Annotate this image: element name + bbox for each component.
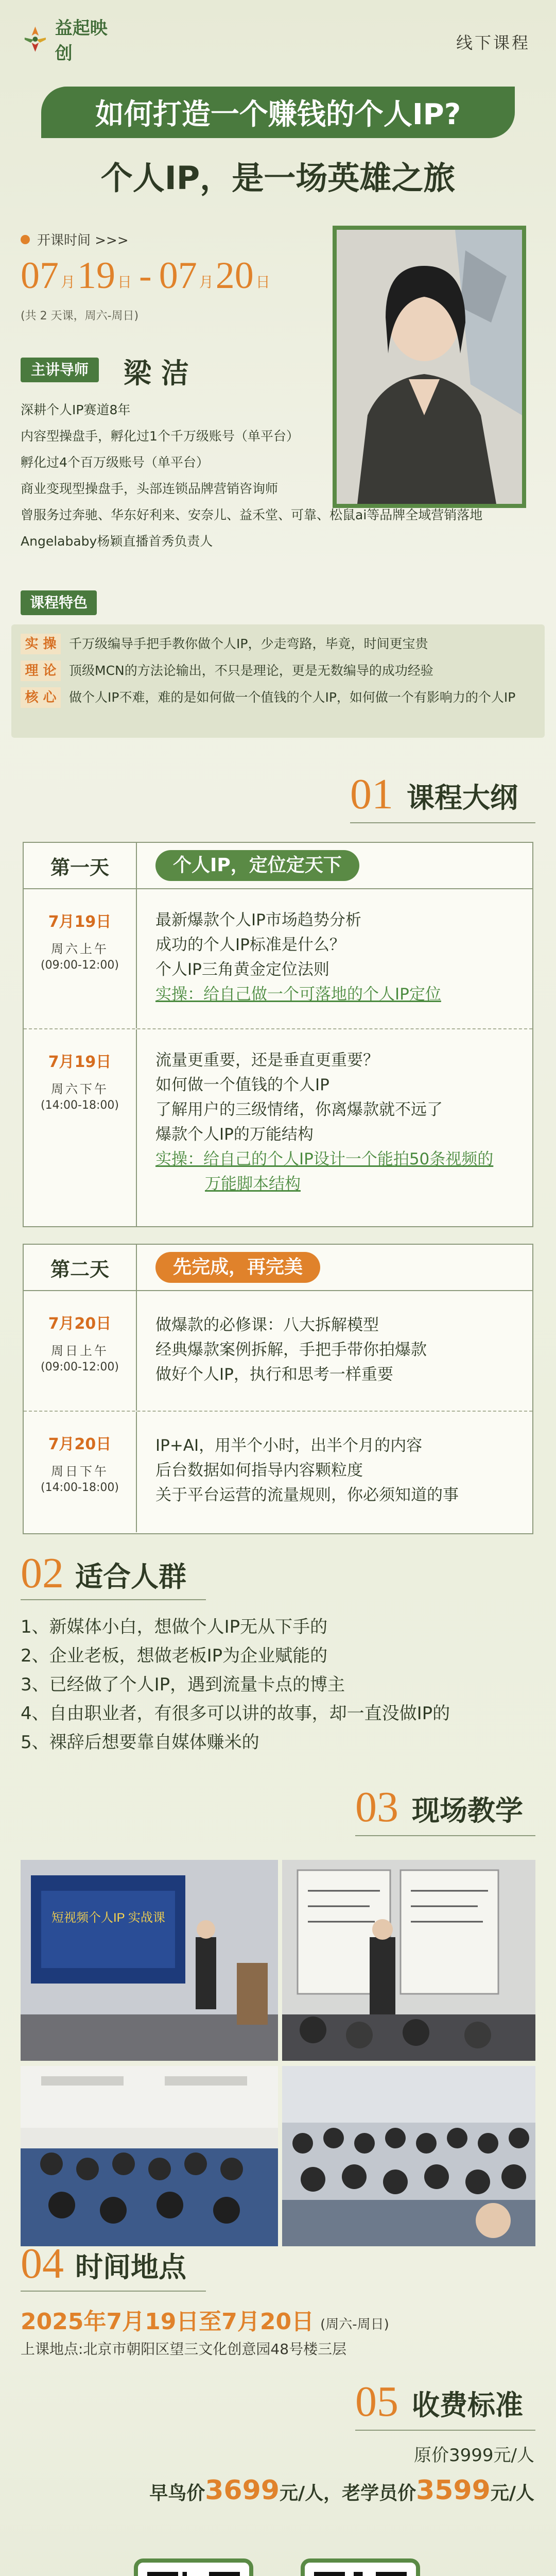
section-number: 03 [355,1783,398,1831]
section-title: 课程大纲 [407,782,518,814]
session-line: 了解用户的三级情绪，你离爆款就不远了 [155,1100,443,1119]
session-line: IP+AI，用半个小时，出半个月的内容 [155,1436,423,1455]
heading-divider [350,822,535,823]
section-number: 01 [350,770,393,818]
audience-list [21,1613,450,1757]
heading-divider [355,1835,535,1836]
course-duration: (共 2 天课，周六-周日) [21,310,139,323]
feature-tag: 实 操 [21,634,61,654]
day-one-card [23,842,533,1227]
practice-line: 实操：给自己的个人IP设计一个能拍50条视频的 [155,1150,494,1168]
signup-qr-code[interactable] [134,2558,253,2576]
section-number: 05 [355,2378,398,2426]
event-dates-row [21,2303,389,2336]
hero-subtitle: 个人IP，是一场英雄之旅 [100,159,456,197]
brand-logo-icon [21,24,50,54]
price-unit: 元/人 [490,2483,534,2504]
feature-text: 千万级编导手把手教你做个人IP，少走弯路，毕竟，时间更宝贵 [69,636,428,651]
audience-item: 2、企业老板，想做老板IP为企业赋能的 [21,1646,328,1666]
session-period: 周日上午 [51,1344,109,1358]
session-line: 后台数据如何指导内容颗粒度 [155,1461,363,1480]
day-theme: 个人IP，定位定天下 [155,850,359,881]
bio-line: 商业变现型操盘手，头部连锁品牌营销咨询师 [21,481,279,496]
session-line: 成功的个人IP标准是什么？ [155,936,345,954]
audience-item: 4、自由职业者，有很多可以讲的故事，却一直没做IP的 [21,1703,450,1724]
session-line: 如何做一个值钱的个人IP [155,1076,329,1094]
dot-icon [21,235,30,244]
event-days-note: (周六-周日) [320,2317,389,2332]
session-line: 关于平台运营的流量规则，你必须知道的事 [155,1486,459,1504]
outline-heading [350,770,518,818]
section-number: 04 [21,2240,64,2287]
heading-divider [21,2291,206,2292]
bio-line: Angelababy杨颖直播首秀负责人 [21,534,213,549]
session-day: 7月20日 [48,1315,112,1333]
teacher-label: 主讲导师 [21,358,99,382]
start-month: 07 [21,255,59,297]
day-header [24,1245,532,1291]
feature-tag: 理 论 [21,660,61,681]
bio-line: 内容型操盘手，孵化过1个千万级账号（单平台） [21,429,299,444]
day-header [24,843,532,889]
day-unit: 日 [117,275,132,291]
session-line: 经典爆款案例拆解，手把手带你拍爆款 [155,1341,427,1359]
hero-title-banner [41,87,515,138]
session-row [24,889,532,1028]
section-title: 时间地点 [75,2251,186,2283]
session-time: (09:00-12:00) [41,1361,119,1374]
day-unit: 日 [255,275,270,291]
start-time-label-row [21,230,129,249]
feature-text: 顶级MCN的方法论输出，不只是理论，更是无数编导的成功经验 [69,663,433,678]
course-dates [21,257,270,295]
day-theme: 先完成，再完美 [155,1252,320,1283]
audience-heading [21,1549,186,1597]
start-time-label: 开课时间 >>> [37,233,129,248]
feature-text: 做个人IP不难，难的是如何做一个值钱的个人IP，如何做一个有影响力的个人IP [69,690,516,705]
event-dates: 2025年7月19日至7月20日 [21,2309,315,2335]
session-line: 流量更重要，还是垂直更重要？ [155,1051,379,1070]
session-period: 周日下午 [51,1464,109,1479]
session-date [24,1291,137,1411]
session-time: (09:00-12:00) [41,959,119,972]
session-date [24,1412,137,1532]
session-content [155,908,522,1007]
classroom-photo-stage-image [21,1860,278,2061]
feature-row [21,634,535,654]
teacher-bio [21,397,541,554]
classroom-photo-stage [21,1860,278,2061]
brand-name: 益起映创 [55,18,108,64]
qr-code-icon [314,2572,407,2576]
audience-item: 1、新媒体小白，想做个人IP无从下手的 [21,1617,328,1637]
alumni-price: 3599 [416,2475,491,2506]
practice-line: 实操：给自己做一个可落地的个人IP定位 [155,985,441,1004]
date-separator: - [139,255,152,297]
session-line: 做好个人IP，执行和思考一样重要 [155,1365,393,1384]
session-content [155,1313,522,1387]
event-address: 上课地点:北京市朝阳区望三文化创意园48号楼三层 [21,2341,347,2358]
session-row [24,1291,532,1411]
heading-divider [21,1599,206,1600]
bio-line: 曾服务过奔驰、华东好利来、安奈儿、益禾堂、可靠、松鼠ai等品牌全域营销落地 [21,507,483,522]
heading-divider [355,2430,535,2431]
location-heading [21,2242,186,2285]
feature-row [21,660,535,681]
classroom-photo-audience-image [21,2066,278,2246]
scene-heading [355,1783,523,1831]
session-line: 最新爆款个人IP市场趋势分析 [155,911,361,929]
session-day: 7月19日 [48,1053,112,1071]
day-label: 第二天 [24,1245,137,1290]
session-date [24,1029,137,1226]
session-line: 爆款个人IP的万能结构 [155,1125,314,1144]
classroom-photo-whiteboard [282,1860,535,2061]
bio-line: 深耕个人IP赛道8年 [21,402,131,417]
month-unit: 月 [199,275,214,291]
audience-item: 5、裸辞后想要靠自媒体赚米的 [21,1732,259,1753]
bio-line: 孵化过4个百万级账号（单平台） [21,455,209,470]
month-unit: 月 [61,275,76,291]
classroom-photo-whiteboard-image [282,1860,535,2061]
session-day: 7月19日 [48,913,112,931]
practice-line: 万能脚本结构 [205,1175,301,1193]
discount-prices [149,2477,534,2505]
day-label: 第一天 [24,843,137,888]
session-time: (14:00-18:00) [41,1099,119,1112]
session-period: 周六上午 [51,942,109,956]
session-content [155,1048,522,1196]
section-number: 02 [21,1549,64,1597]
day-two-card [23,1244,533,1534]
classroom-photo-audience [21,2066,278,2246]
early-bird-label: 早鸟价 [149,2483,205,2504]
session-line: 做爆款的必修课：八大拆解模型 [155,1316,379,1334]
session-line: 个人IP三角黄金定位法则 [155,960,329,979]
section-title: 现场教学 [412,1794,523,1827]
feature-tag: 核 心 [21,687,61,708]
assistant-qr-code[interactable] [301,2558,420,2576]
feature-row [21,687,535,708]
classroom-photo-group [282,2066,535,2246]
session-row [24,1411,532,1532]
original-price: 原价3999元/人 [414,2445,534,2466]
section-title: 适合人群 [75,1561,186,1593]
features-label: 课程特色 [21,590,97,615]
session-date [24,889,137,1028]
early-bird-price: 3699 [205,2475,280,2506]
pricing-heading [355,2380,523,2424]
audience-item: 3、已经做了个人IP，遇到流量卡点的博主 [21,1674,345,1695]
hero-title: 如何打造一个赚钱的个人IP? [95,98,461,131]
session-time: (14:00-18:00) [41,1481,119,1494]
start-day: 19 [77,255,116,297]
session-row [24,1028,532,1226]
end-month: 07 [159,255,197,297]
session-content [155,1433,522,1507]
brand-logo [21,18,124,64]
session-day: 7月20日 [48,1435,112,1453]
alumni-label: 老学员价 [342,2483,416,2504]
session-period: 周六下午 [51,1082,109,1096]
teacher-name: 梁 洁 [124,357,189,389]
classroom-photo-group-image [282,2066,535,2246]
end-day: 20 [215,255,254,297]
course-type-tag: 线下课程 [456,33,530,53]
section-title: 收费标准 [412,2389,523,2421]
price-unit: 元/人， [279,2483,342,2504]
features-box [11,624,545,738]
screen-text: 短视频个人IP 实战课 [51,1911,165,1925]
qr-code-icon [147,2572,240,2576]
